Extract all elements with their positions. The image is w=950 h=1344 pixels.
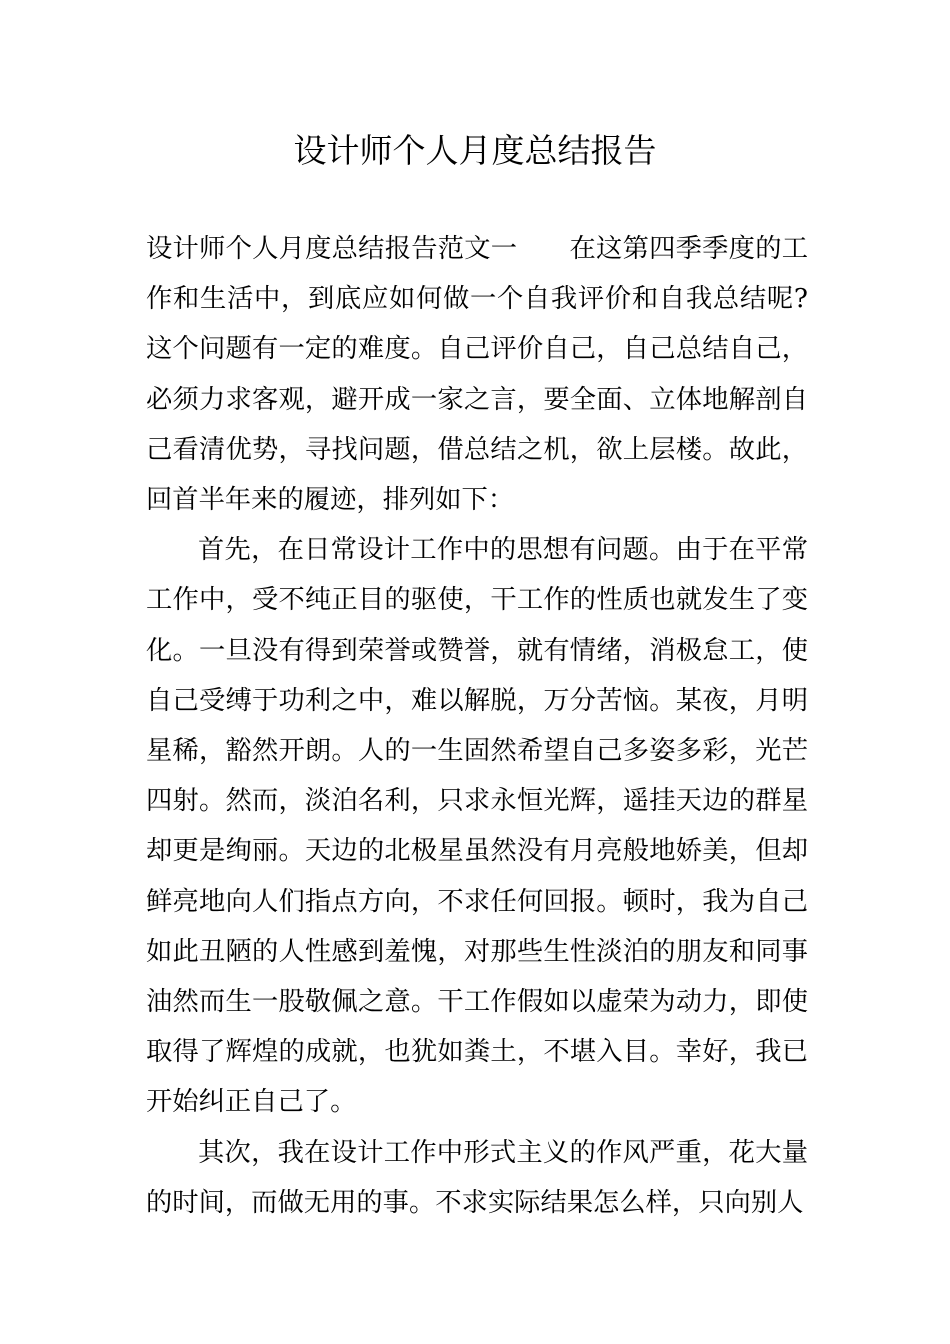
document-body — [146, 224, 808, 1228]
paragraph-intro — [146, 224, 808, 525]
paragraph-intro-text: 在这第四季季度的工作和生活中，到底应如何做一个自我评价和自我总结呢?这个问题有一定的难度。自己评价自己，自己总结自己，必须力求客观，避开成一家之言，要全面、立体地解剖自己看清优势，寻找问题，借总结之机，欲上层楼。故此，回首半年来的履迹，排列如下： — [146, 234, 809, 516]
paragraph-first: 首先，在日常设计工作中的思想有问题。由于在平常工作中，受不纯正目的驱使，干工作的性质也就发生了变化。一旦没有得到荣誉或赞誉，就有情绪，消极怠工，使自己受缚于功利之中，难以解脱，万分苦恼。某夜，月明星稀，豁然开朗。人的一生固然希望自己多姿多彩，光芒四射。然而，淡泊名利，只求永恒光辉，遥挂天边的群星却更是绚丽。天边的北极星虽然没有月亮般地娇美，但却鲜亮地向人们指点方向，不求任何回报。顿时，我为自己如此丑陋的人性感到羞愧，对那些生性淡泊的朋友和同事油然而生一股敬佩之意。干工作假如以虚荣为动力，即使取得了辉煌的成就，也犹如粪土，不堪入目。幸好，我已开始纠正自己了。 — [146, 535, 808, 1118]
paragraph-second: 其次，我在设计工作中形式主义的作风严重，花大量的时间，而做无用的事。不求实际结果怎么样，只向别人 — [146, 1137, 808, 1218]
paragraph-intro-lead: 设计师个人月度总结报告范文一 — [146, 234, 518, 264]
document-title: 设计师个人月度总结报告 — [293, 131, 657, 170]
